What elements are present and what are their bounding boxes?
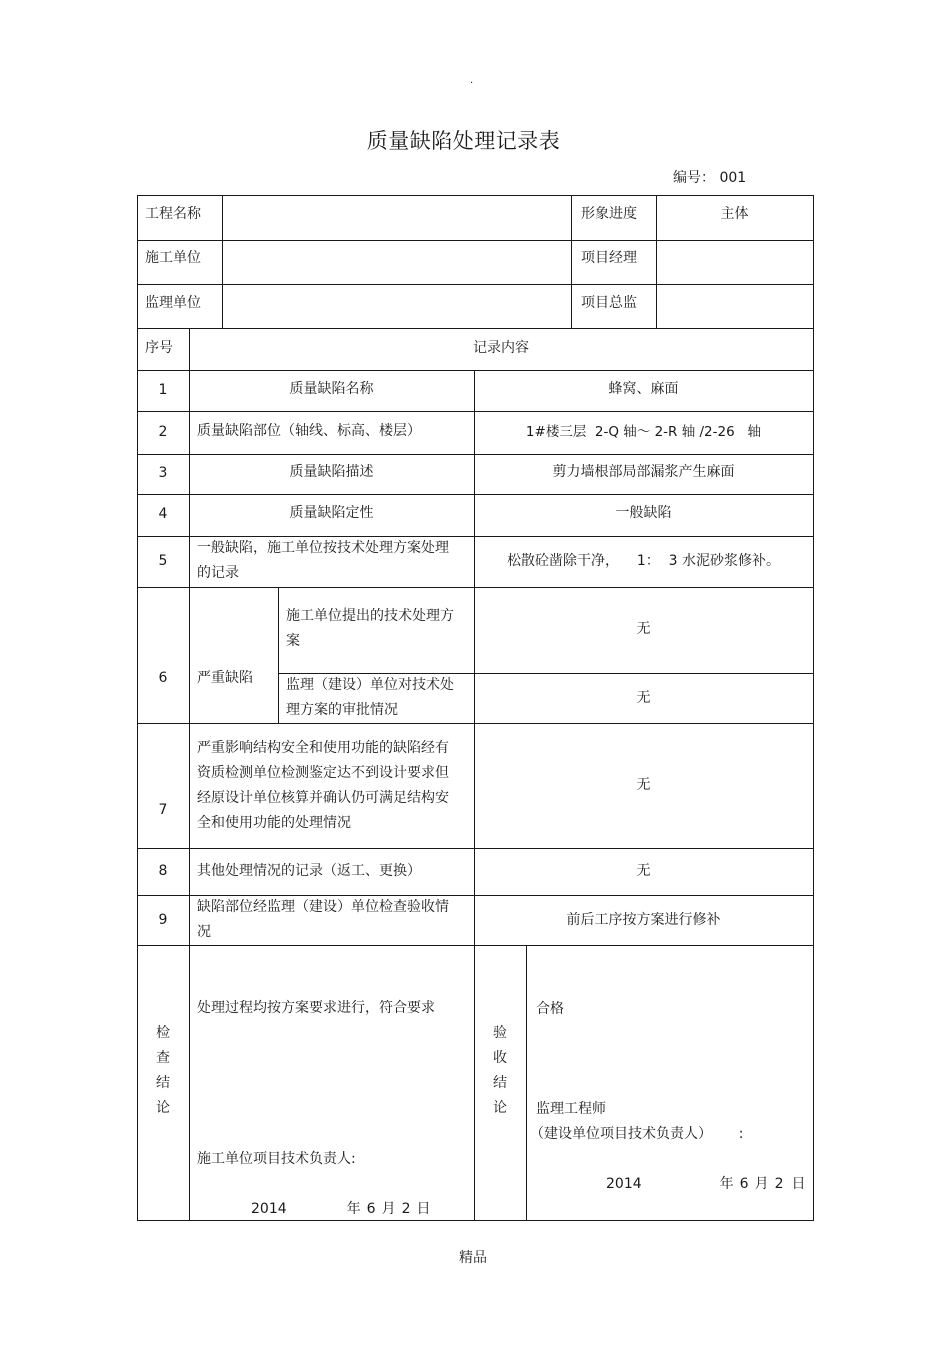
row-2-value: 1#楼三层 2-Q 轴～ 2-R 轴 /2-26 轴: [525, 424, 762, 440]
contractor-value: [222, 240, 571, 284]
row-7-label: 严重影响结构安全和使用功能的缺陷经有资质检测单位检测鉴定达不到设计要求但经原设计单位核算并确认仍可满足结构安全和使用功能的处理情况: [197, 739, 449, 831]
check-signer: 施工单位项目技术负责人:: [197, 1150, 356, 1167]
accept-date-month: 6: [739, 1175, 749, 1192]
row-4-value: 一般缺陷: [615, 504, 672, 521]
serial-value: 001: [719, 170, 747, 186]
progress-value: 主体: [720, 205, 749, 222]
progress-label: 形象进度: [581, 205, 637, 222]
row-5-value: 松散砼凿除干净， 1： 3 水泥砂浆修补。: [507, 553, 780, 569]
accept-label-char-4: 论: [493, 1100, 507, 1116]
accept-date-year-unit: 年: [719, 1175, 734, 1192]
check-date-month-unit: 月: [381, 1200, 396, 1217]
chief-label: 项目总监: [581, 294, 637, 311]
manager-value: [656, 240, 813, 284]
accept-conclusion-label: [474, 1020, 526, 1122]
accept-label-char-1: 验: [493, 1025, 507, 1041]
row-9-no: 9: [158, 911, 168, 928]
row-3-label: 质量缺陷描述: [289, 463, 374, 480]
row-4-no: 4: [158, 505, 168, 522]
manager-label: 项目经理: [581, 249, 637, 266]
row-1-no: 1: [158, 381, 168, 398]
accept-date-month-unit: 月: [754, 1175, 769, 1192]
row-5-no: 5: [158, 553, 168, 569]
row-6-sub1-label: 施工单位提出的技术处理方案: [286, 608, 454, 649]
check-date-day: 2: [401, 1200, 411, 1217]
check-label-char-4: 论: [156, 1100, 170, 1116]
serial-number: [673, 168, 746, 188]
accept-date-day: 2: [774, 1175, 784, 1192]
row-8-label: 其他处理情况的记录（返工、更换）: [197, 863, 421, 879]
accept-date-day-unit: 日: [791, 1175, 806, 1192]
content-header: 记录内容: [473, 339, 529, 356]
row-8-value: 无: [636, 863, 651, 879]
row-6-sub2-label: 监理（建设）单位对技术处理方案的审批情况: [286, 677, 454, 718]
supervisor-value: [222, 284, 571, 328]
serial-label: 编号：: [673, 170, 715, 186]
accept-date-year: 2014: [606, 1175, 642, 1192]
check-date-day-unit: 日: [416, 1200, 431, 1217]
check-date: [251, 1196, 451, 1222]
check-label-char-2: 查: [156, 1050, 170, 1066]
check-label-char-1: 检: [156, 1025, 170, 1041]
accept-label-char-3: 结: [493, 1075, 507, 1091]
row-9-value: 前后工序按方案进行修补: [566, 911, 721, 928]
project-name-label: 工程名称: [145, 205, 201, 222]
chief-value: [656, 284, 813, 328]
accept-signer-line-1: 监理工程师: [536, 1100, 606, 1117]
row-5-label: 一般缺陷，施工单位按技术处理方案处理的记录: [197, 539, 449, 581]
check-conclusion-label: [137, 1020, 189, 1122]
row-3-no: 3: [158, 464, 168, 481]
page-title: 质量缺陷处理记录表: [366, 129, 561, 153]
row-4-label: 质量缺陷定性: [289, 504, 374, 521]
check-date-year: 2014: [251, 1200, 287, 1217]
supervisor-label: 监理单位: [145, 294, 201, 311]
accept-date: [606, 1171, 811, 1197]
row-3-value: 剪力墙根部局部漏浆产生麻面: [552, 463, 735, 480]
footer-text: 精品: [459, 1250, 487, 1266]
accept-conclusion-text: 合格: [536, 1000, 564, 1017]
row-7-value: 无: [636, 777, 651, 793]
row-9-label: 缺陷部位经监理（建设）单位检查验收情况: [197, 899, 449, 940]
check-date-month: 6: [366, 1200, 376, 1217]
accept-label-char-2: 收: [493, 1050, 507, 1066]
row-6-no: 6: [158, 670, 168, 686]
row-2-no: 2: [158, 424, 168, 440]
check-date-year-unit: 年: [346, 1200, 361, 1217]
row-6-label: 严重缺陷: [197, 670, 253, 686]
row-1-label: 质量缺陷名称: [289, 380, 374, 397]
row-2-label: 质量缺陷部位（轴线、标高、楼层）: [197, 422, 421, 439]
row-1-value: 蜂窝、麻面: [608, 380, 679, 397]
row-6-sub2-value: 无: [636, 689, 651, 706]
top-dot: .: [470, 75, 474, 86]
accept-signer-line-2: （建设单位项目技术负责人） :: [530, 1125, 744, 1142]
row-7-no: 7: [158, 802, 168, 818]
row-8-no: 8: [158, 863, 168, 879]
seq-header: 序号: [145, 339, 173, 356]
check-conclusion-text: 处理过程均按方案要求进行，符合要求: [197, 1000, 435, 1016]
contractor-label: 施工单位: [145, 249, 201, 266]
row-6-sub1-value: 无: [636, 620, 651, 637]
check-label-char-3: 结: [156, 1075, 170, 1091]
project-name-value: [222, 195, 571, 240]
